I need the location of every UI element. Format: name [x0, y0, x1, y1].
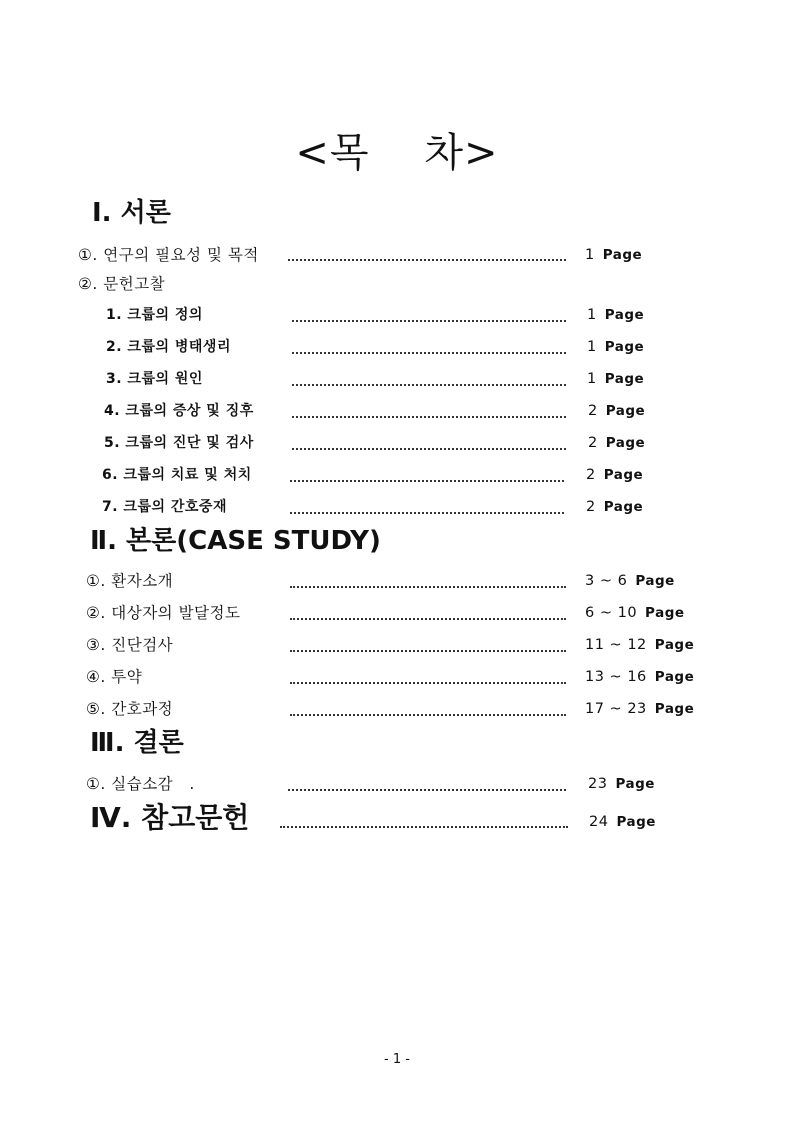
- toc-entry-label: ①. 실습소감 .: [86, 775, 195, 793]
- section-heading-4: Ⅳ. 참고문헌: [90, 801, 250, 834]
- toc-entry-page: [587, 337, 644, 357]
- page-number: 13 ~ 16: [585, 669, 647, 685]
- dot-leader: [292, 382, 566, 386]
- page-number: 3 ~ 6: [585, 573, 628, 589]
- dot-leader: [290, 478, 564, 482]
- page-number: 17 ~ 23: [585, 701, 647, 717]
- page-unit: Page: [654, 669, 695, 685]
- toc-entry-label: ①. 연구의 필요성 및 목적: [78, 246, 259, 264]
- toc-entry-page: [587, 369, 644, 389]
- page-unit: Page: [604, 307, 645, 323]
- page-number: 23: [588, 776, 608, 792]
- page-unit: Page: [635, 573, 675, 589]
- page-number: 2: [588, 403, 598, 419]
- toc-entry-label: ②. 문헌고찰: [78, 275, 166, 293]
- toc-entry-label: ③. 진단검사: [86, 636, 174, 654]
- section-heading-2: Ⅱ. 본론(CASE STUDY): [90, 526, 381, 556]
- toc-entry-page: [585, 571, 675, 591]
- page-unit: Page: [605, 403, 646, 419]
- toc-entry-page: [587, 305, 644, 325]
- toc-entry-page: [589, 812, 656, 832]
- page-number: 1: [587, 307, 597, 323]
- toc-entry-page: [585, 603, 685, 623]
- page-unit: Page: [605, 435, 646, 451]
- dot-leader: [290, 616, 566, 620]
- toc-entry-label: ②. 대상자의 발달정도: [86, 604, 241, 622]
- toc-entry-page: [585, 667, 694, 687]
- page-number: 2: [586, 499, 596, 515]
- dot-leader: [290, 584, 566, 588]
- toc-subentry-label: 7. 크룹의 간호중재: [102, 499, 227, 515]
- page-number: 2: [586, 467, 596, 483]
- page-footer-number: - 1 -: [384, 1052, 410, 1067]
- dot-leader: [290, 648, 566, 652]
- page-unit: Page: [602, 247, 643, 263]
- toc-subentry-label: 3. 크룹의 원인: [106, 371, 203, 387]
- page-number: 11 ~ 12: [585, 637, 647, 653]
- section-heading-3: Ⅲ. 결론: [90, 728, 184, 758]
- section-heading-1: Ⅰ. 서론: [92, 198, 171, 228]
- dot-leader: [292, 318, 566, 322]
- toc-entry-page: [588, 401, 645, 421]
- toc-subentry-label: 6. 크룹의 치료 및 처치: [102, 467, 252, 483]
- page-unit: Page: [603, 467, 644, 483]
- page-unit: Page: [645, 605, 685, 621]
- toc-entry-page: [585, 699, 694, 719]
- toc-entry-page: [586, 465, 643, 485]
- toc-entry-label: ④. 투약: [86, 668, 143, 686]
- dot-leader: [288, 257, 566, 261]
- dot-leader: [290, 712, 566, 716]
- toc-entry-label: ⑤. 간호과정: [86, 700, 174, 718]
- page-number: 1: [585, 247, 595, 263]
- page-number: 2: [588, 435, 598, 451]
- dot-leader: [288, 787, 566, 791]
- page-unit: Page: [615, 776, 655, 792]
- dot-leader: [292, 414, 566, 418]
- toc-entry-page: [586, 497, 643, 517]
- page-unit: Page: [654, 701, 695, 717]
- page-unit: Page: [603, 499, 644, 515]
- page-unit: Page: [604, 339, 645, 355]
- toc-subentry-label: 2. 크룹의 병태생리: [106, 339, 231, 355]
- page-number: 1: [587, 339, 597, 355]
- page-number: 6 ~ 10: [585, 605, 638, 621]
- toc-entry-page: [588, 433, 645, 453]
- toc-entry-page: [588, 774, 655, 794]
- page-title: <목 차>: [295, 130, 499, 176]
- dot-leader: [280, 824, 568, 828]
- toc-entry-page: [585, 635, 694, 655]
- toc-entry-label: ①. 환자소개: [86, 572, 174, 590]
- page-unit: Page: [654, 637, 695, 653]
- dot-leader: [290, 510, 564, 514]
- toc-subentry-label: 4. 크룹의 증상 및 징후: [104, 403, 254, 419]
- dot-leader: [292, 446, 566, 450]
- toc-entry-page: [585, 245, 642, 265]
- toc-subentry-label: 1. 크룹의 정의: [106, 307, 203, 323]
- page-number: 24: [589, 814, 609, 830]
- dot-leader: [290, 680, 566, 684]
- page-unit: Page: [604, 371, 645, 387]
- dot-leader: [292, 350, 566, 354]
- toc-subentry-label: 5. 크룹의 진단 및 검사: [104, 435, 254, 451]
- page-unit: Page: [616, 814, 656, 830]
- page-number: 1: [587, 371, 597, 387]
